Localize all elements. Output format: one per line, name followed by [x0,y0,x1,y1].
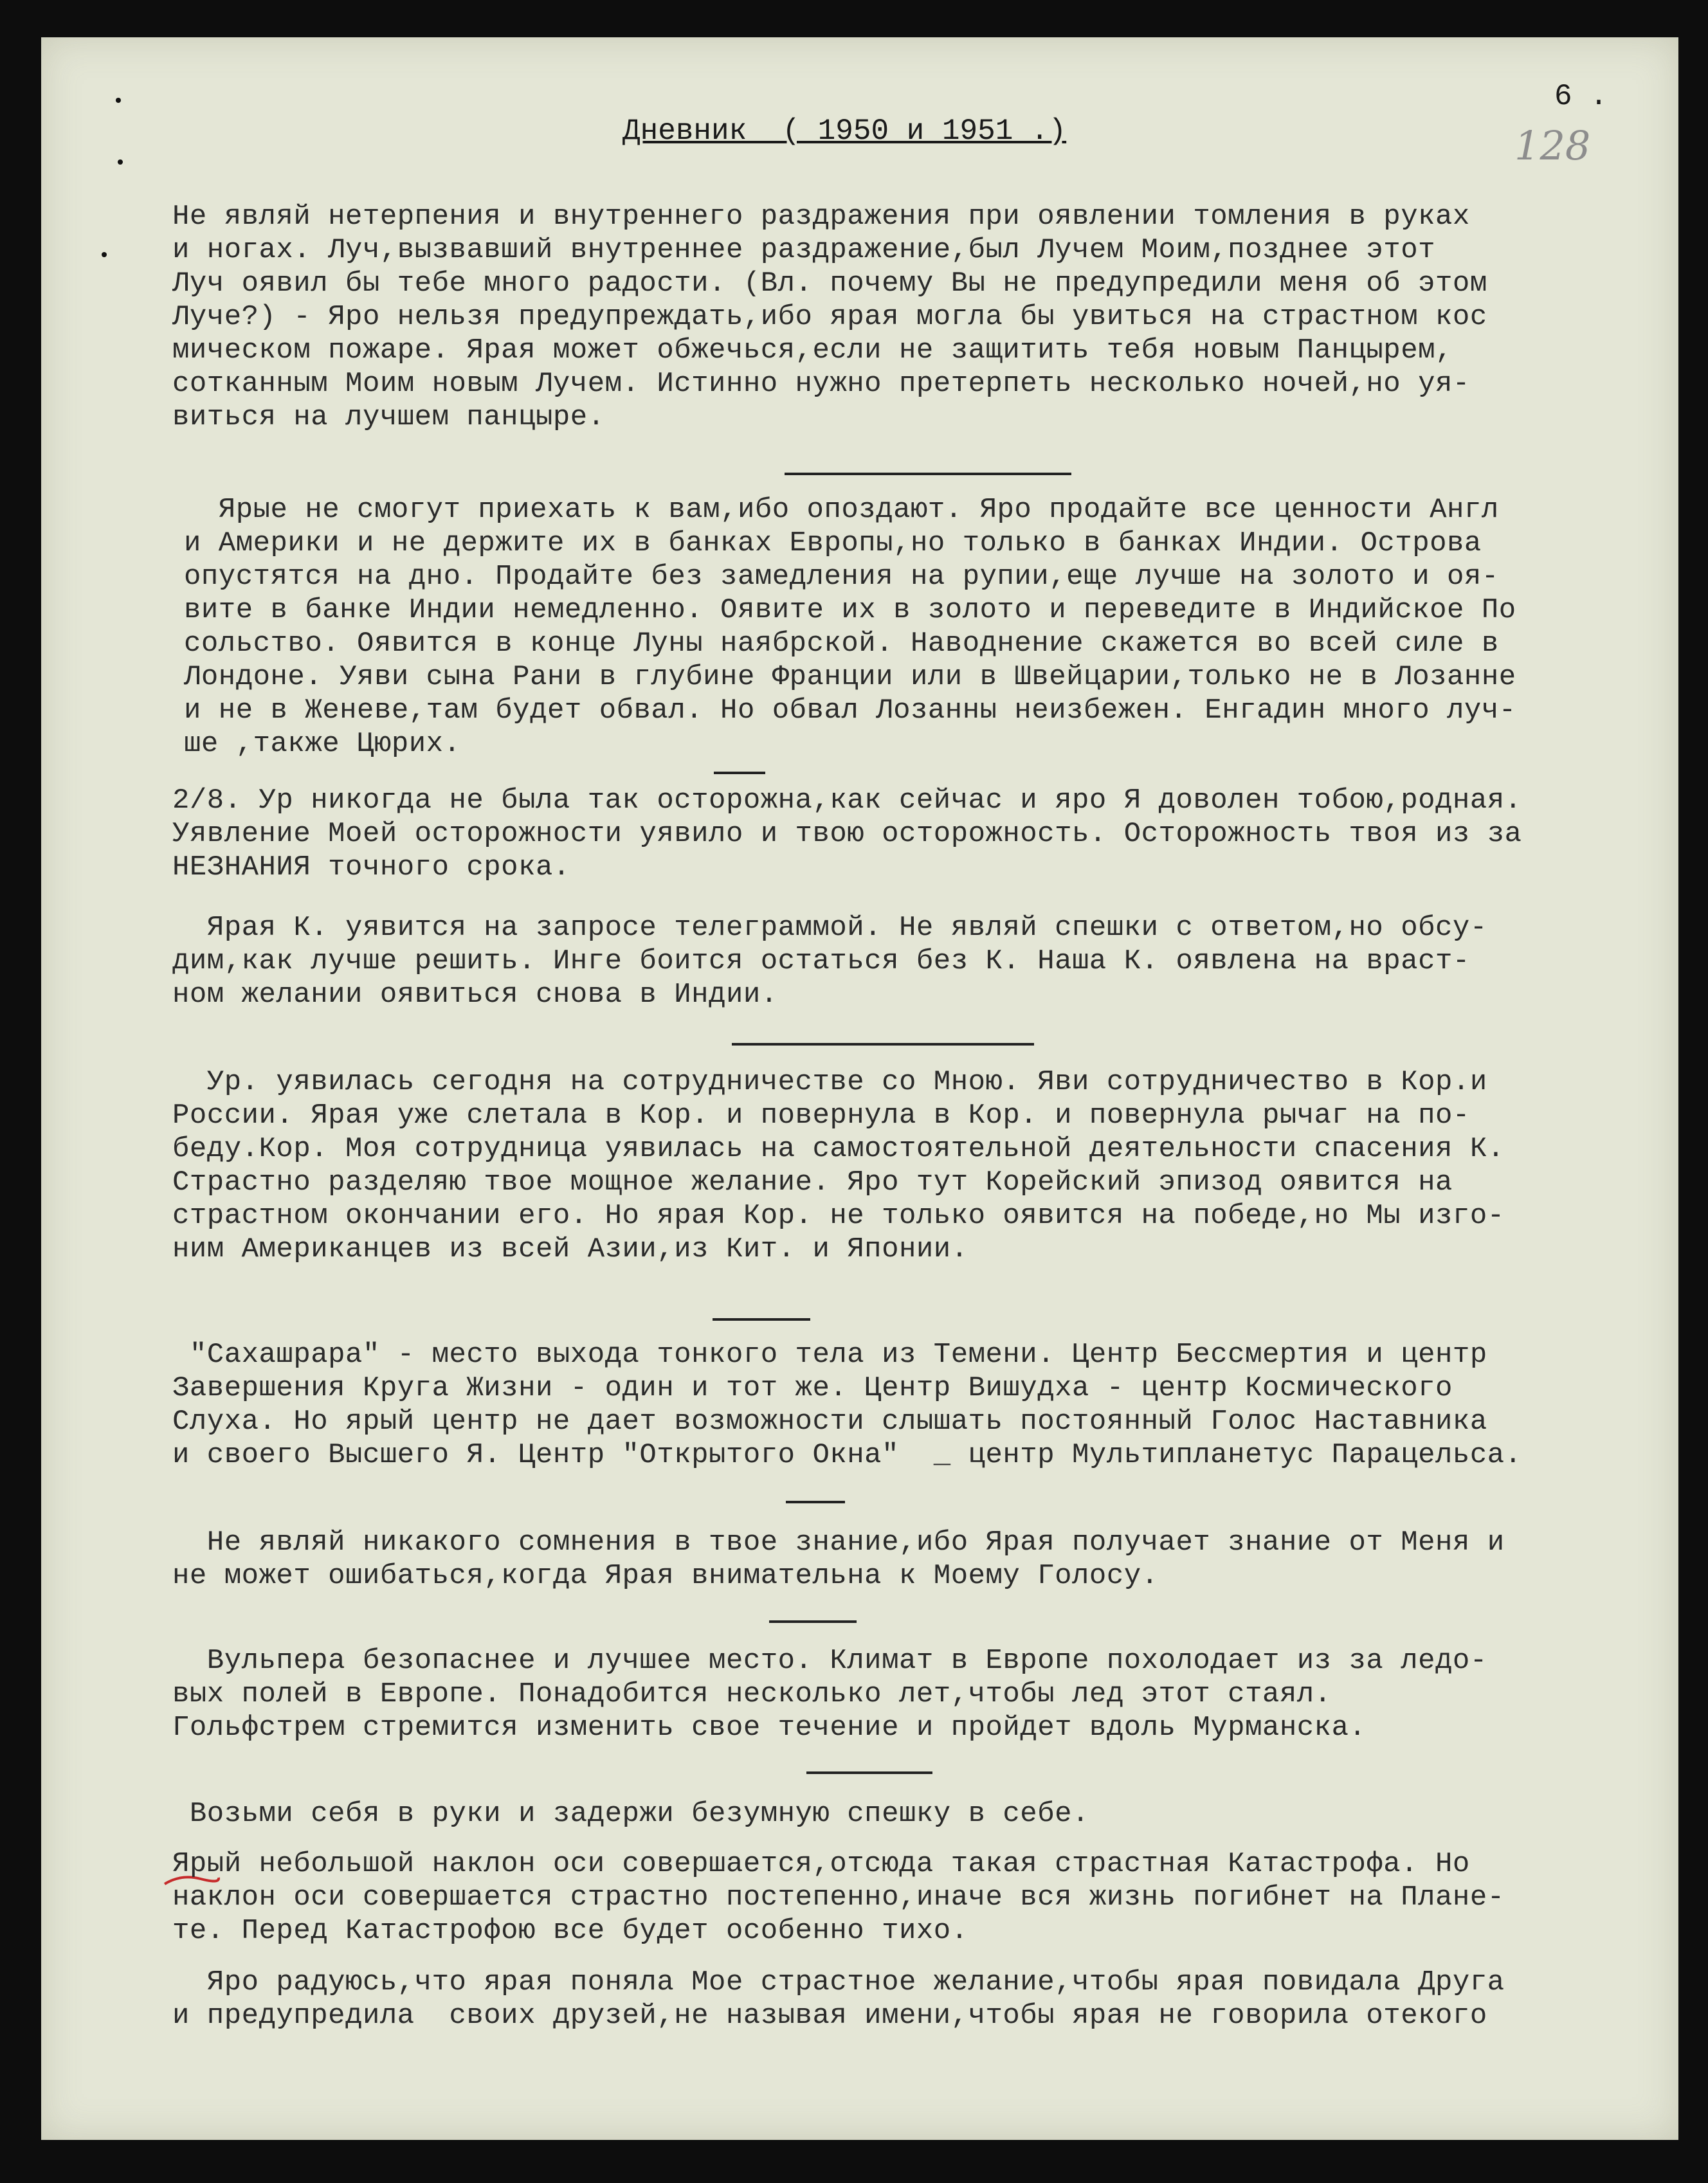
section-divider [786,1501,845,1503]
text-line: Луч оявил бы тебе много радости. (Вл. почему Вы не предупредили меня об этом [172,267,1487,300]
text-line: "Сахашрара" - место выхода тонкого тела из Темени. Центр Бессмертия и центр [172,1339,1487,1371]
text-line: Ярые не смогут приехать к вам,ибо опоздают. Яро продайте все ценности Англ [184,494,1499,526]
section-divider [769,1620,857,1623]
text-line: наклон оси совершается страстно постепенно,иначе вся жизнь погибнет на Плане- [172,1881,1505,1914]
text-line: Завершения Круга Жизни - один и тот же. Центр Вишудха - центр Космического [172,1372,1453,1404]
page-number: 6 . [1554,80,1608,113]
archive-number: 128 [1514,122,1591,169]
section-divider [785,473,1071,475]
section-divider [732,1043,1034,1046]
text-line: те. Перед Катастрофою все будет особенно тихо. [172,1915,968,1947]
text-line: Яро радуюсь,что ярая поняла Мое страстное желание,чтобы ярая повидала Друга [172,1966,1505,1998]
text-line: не может ошибаться,когда Ярая внимательна к Моему Голосу. [172,1560,1159,1592]
text-line: сотканным Моим новым Лучем. Истинно нужно претерпеть несколько ночей,но уя- [172,368,1470,400]
text-line: сольство. Оявится в конце Луны наябрской. Наводнение скажется во всей силе в [184,628,1499,660]
text-line: беду.Кор. Моя сотрудница уявилась на самостоятельной деятельности спасения К. [172,1133,1505,1165]
text-line: ним Американцев из всей Азии,из Кит. и Японии. [172,1233,968,1265]
section-divider [714,772,765,774]
text-line: Ур. уявилась сегодня на сотрудничестве со Мною. Яви сотрудничество в Кор.и [172,1066,1487,1098]
text-line: ше ,также Цюрих. [184,728,461,760]
text-line: Возьми себя в руки и задержи безумную спешку в себе. [172,1798,1089,1830]
text-line: Не являй нетерпения и внутреннего раздражения при оявлении томления в руках [172,201,1470,233]
text-line: вите в банке Индии немедленно. Оявите их в золото и переведите в Индийское По [184,594,1516,626]
text-line: Лондоне. Уяви сына Рани в глубине Франции или в Швейцарии,только не в Лозанне [184,661,1516,693]
page-title: Дневник ( 1950 и 1951 .) [622,114,1067,148]
text-line: и ногах. Луч,вызвавший внутреннее раздражение,был Лучем Моим,позднее этот [172,234,1436,266]
punch-mark [102,252,107,257]
text-line: Не являй никакого сомнения в твое знание,ибо Ярая получает знание от Меня и [172,1526,1505,1559]
text-line: и не в Женеве,там будет обвал. Но обвал Лозанны неизбежен. Енгадин много луч- [184,694,1516,727]
text-line: Гольфстрем стремится изменить свое течение и пройдет вдоль Мурманска. [172,1712,1367,1744]
text-line: опустятся на дно. Продайте без замедления на рупии,еще лучше на золото и оя- [184,561,1499,593]
text-line: страстном окончании его. Но ярая Кор. не только оявится на победе,но Мы изго- [172,1200,1505,1232]
section-divider [806,1771,932,1774]
text-line: и Америки и не держите их в банках Европы,но только в банках Индии. Острова [184,527,1482,559]
text-line: и предупредила своих друзей,не называя имени,чтобы ярая не говорила отекого [172,2000,1487,2032]
text-line: России. Ярая уже слетала в Кор. и повернула в Кор. и повернула рычаг на по- [172,1100,1470,1132]
text-line: виться на лучшем панцыре. [172,401,605,433]
text-line: Ярая К. уявится на запросе телеграммой. Не являй спешки с ответом,но обсу- [172,912,1487,944]
text-line: вых полей в Европе. Понадобится несколько лет,чтобы лед этот стаял. [172,1678,1332,1710]
text-line: Ярый небольшой наклон оси совершается,отсюда такая страстная Катастрофа. Но [172,1848,1470,1880]
text-line: Страстно разделяю твое мощное желание. Яро тут Корейский эпизод оявится на [172,1166,1453,1199]
text-line: Слуха. Но ярый центр не дает возможности слышать постоянный Голос Наставника [172,1406,1487,1438]
text-line: ном желании оявиться снова в Индии. [172,979,778,1011]
text-line: НЕЗНАНИЯ точного срока. [172,851,570,883]
text-line: Луче?) - Яро нельзя предупреждать,ибо ярая могла бы увиться на страстном кос [172,301,1487,333]
punch-mark [116,98,121,103]
text-line: Уявление Моей осторожности уявило и твою осторожность. Осторожность твоя из за [172,818,1522,850]
text-line: Вульпера безопаснее и лучшее место. Климат в Европе похолодает из за ледо- [172,1645,1487,1677]
punch-mark [118,159,123,165]
text-line: и своего Высшего Я. Центр "Открытого Окна" _ центр Мультипланетус Парацельса. [172,1439,1522,1471]
text-line: мическом пожаре. Ярая может обжечься,если не защитить тебя новым Панцырем, [172,334,1453,367]
text-line: 2/8. Ур никогда не была так осторожна,как сейчас и яро Я доволен тобою,родная. [172,784,1522,817]
text-line: дим,как лучше решить. Инге боится остаться без К. Наша К. оявлена на враст- [172,945,1470,977]
section-divider [713,1318,810,1321]
